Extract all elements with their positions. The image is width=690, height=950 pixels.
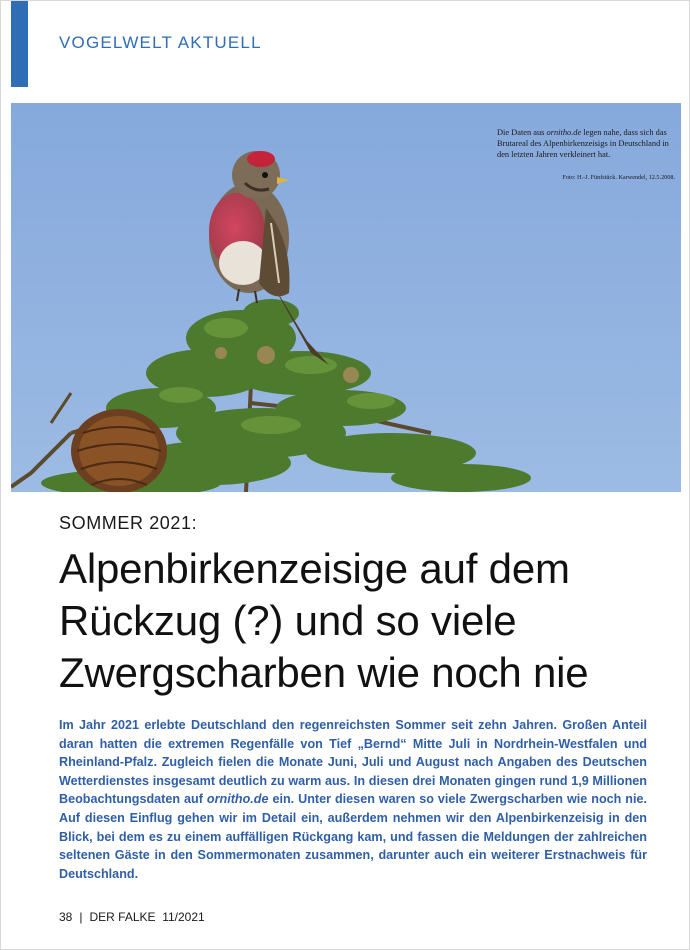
page-number: 38 — [59, 910, 73, 924]
headline-line-3: Zwergscharben wie noch nie — [59, 649, 589, 696]
issue-number: 11/2021 — [162, 910, 205, 924]
bird-photo — [11, 103, 681, 492]
photo-credit: Foto: H.-J. Fünfstück. Karwendel, 12.5.2008. — [562, 174, 675, 181]
photo-caption: Die Daten aus ornitho.de legen nahe, dass sich das Brutareal des Alpenbirkenzeisigs in Deutschland in den letzten Jahren verkleinert hat. — [497, 128, 669, 159]
pine-cone — [71, 409, 167, 492]
headline-line-1: Alpenbirkenzeisige auf dem — [59, 545, 570, 592]
page-footer — [59, 910, 205, 924]
section-accent-bar — [11, 1, 28, 87]
article-lead: Im Jahr 2021 erlebte Deutschland den regenreichsten Sommer seit zehn Jahren. Großen Anteil daran hatten die extremen Regenfälle von Tief „Bernd“ Mitte Juli in Nordrhein-Westfalen und Rheinland-Pfalz. Zugleich fielen die Monate Juni, Juli und August nach Angaben des Deutschen Wetterdienstes insgesamt deutlich zu warm aus. In diesen drei Monaten gingen rund 1,9 Millionen Beobachtungsdaten auf ornitho.de ein. Unter diesen waren so viele Zwergscharben wie noch nie. Auf diesen Einflug gehen wir im Detail ein, außerdem nehmen wir den Alpenbirkenzeisig in den Blick, bei dem es zu einem auffälligen Rückgang kam, und fassen die Meldungen der zahlreichen seltenen Gäste in den Sommermonaten zusammen, darunter auch ein weiterer Erstnachweis für Deutschland. — [59, 718, 648, 881]
magazine-name: DER FALKE — [89, 910, 156, 924]
footer-separator: | — [79, 910, 83, 924]
article-kicker: SOMMER 2021: — [59, 513, 198, 533]
article-headline — [59, 543, 679, 699]
headline-line-2: Rückzug (?) und so viele — [59, 597, 517, 644]
section-label: VOGELWELT AKTUELL — [59, 33, 262, 52]
